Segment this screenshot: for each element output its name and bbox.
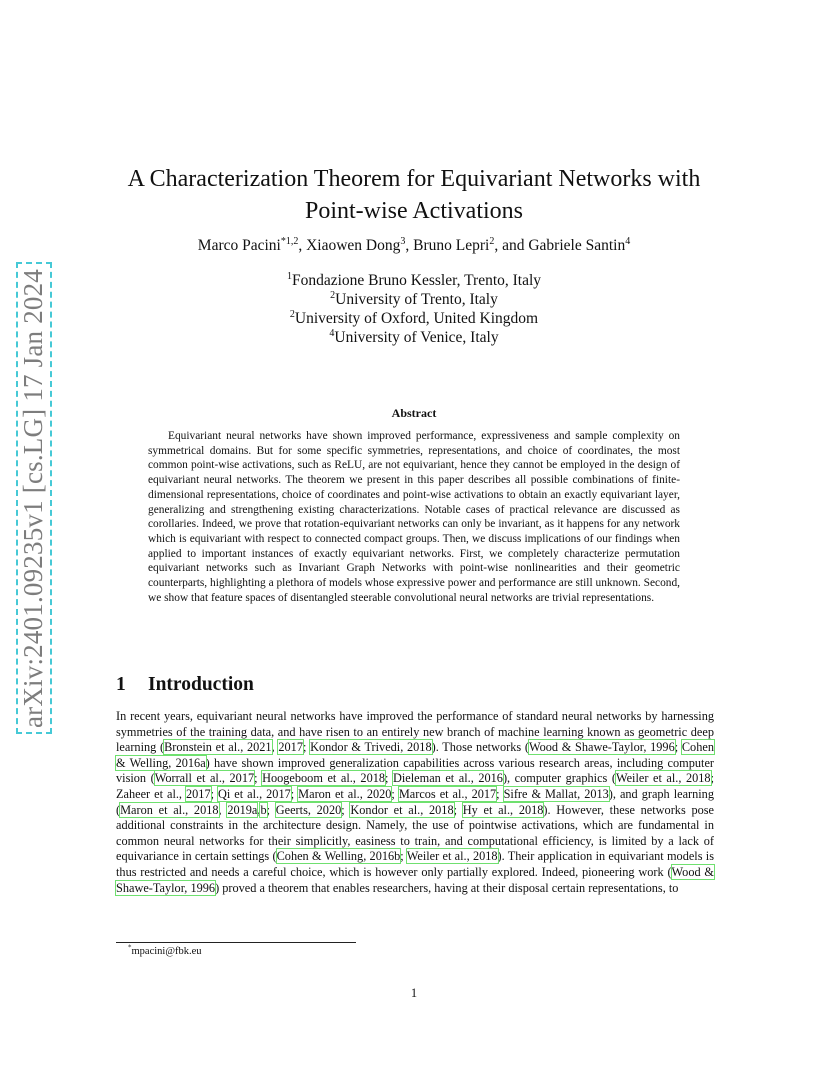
footnote <box>128 943 202 957</box>
body-text: ; <box>400 849 407 864</box>
affiliation-text: Fondazione Bruno Kessler, Trento, Italy <box>291 272 542 289</box>
body-text: ; <box>453 802 463 817</box>
citation-link[interactable]: 2017 <box>186 786 211 801</box>
body-text: ). However, these networks pose additional constraints in the architecture design. Namely, the use of pointwise activations, which are fundamental in common neural networks for their simplicitly, easiness to train, and computational efficiency, is limited by a lack of equivariance in certain settings ( <box>116 802 714 864</box>
citation-link[interactable]: Maron et al., 2018 <box>120 802 219 817</box>
affiliation-line <box>0 309 828 328</box>
body-text: ; Zaheer et al., <box>116 771 714 801</box>
author-affiliation-mark: 4 <box>625 235 631 247</box>
body-text: ; <box>210 786 218 801</box>
citation-link[interactable]: Geerts, 2020 <box>275 802 342 817</box>
body-text: ; <box>385 771 393 786</box>
body-text: ) proved a theorem that enables researchers, having at their disposal certain representations, to <box>215 880 679 895</box>
title-line-1: A Characterization Theorem for Equivariant Networks with <box>127 166 701 192</box>
affiliation-line <box>0 290 828 309</box>
affiliation-list <box>0 271 828 347</box>
citation-link[interactable]: Maron et al., 2020 <box>298 786 392 801</box>
body-text: ; <box>496 786 504 801</box>
citation-link[interactable]: Wood & Shawe-Taylor, 1996 <box>528 740 675 755</box>
citation-link[interactable]: Marcos et al., 2017 <box>398 786 497 801</box>
citation-link[interactable]: Weiler et al., 2018 <box>406 849 498 864</box>
affiliation-mark: 2 <box>289 308 295 320</box>
author-name: Xiaowen Dong <box>306 237 401 254</box>
affiliation-mark: 1 <box>286 270 292 282</box>
body-text: ; <box>341 802 351 817</box>
affiliation-text: University of Trento, Italy <box>335 291 498 308</box>
abstract-heading: Abstract <box>391 406 437 420</box>
citation-link[interactable]: Sifre & Mallat, 2013 <box>503 786 609 801</box>
section-number: 1 <box>116 674 126 695</box>
citation-link[interactable]: Wood & Shawe-Taylor, 1996 <box>116 864 714 895</box>
footnote-email: mpacini@fbk.eu <box>131 946 202 957</box>
footnote-divider <box>116 942 356 943</box>
citation-link[interactable]: Kondor & Trivedi, 2018 <box>310 740 432 755</box>
body-text: ; <box>290 786 299 801</box>
body-text: ; <box>266 802 276 817</box>
body-text: ) have shown improved generalization capabilities across various research areas, including computer vision ( <box>116 755 714 786</box>
section-heading <box>116 674 254 696</box>
citation-link[interactable]: Cohen & Welling, 2016b <box>276 849 401 864</box>
title-line-2: Point-wise Activations <box>305 198 523 224</box>
introduction-paragraph <box>116 709 714 896</box>
citation-link[interactable]: b <box>260 802 267 817</box>
citation-link[interactable]: Hoogeboom et al., 2018 <box>262 771 386 786</box>
citation-link[interactable]: Kondor et al., 2018 <box>350 802 454 817</box>
footnote-mark: * <box>128 943 132 952</box>
body-text: ), computer graphics ( <box>502 771 616 786</box>
affiliation-line <box>0 328 828 347</box>
body-text: ). Their application in equivariant models is thus restricted and needs a careful choice, which is however only partially explored. Indeed, pioneering work ( <box>116 849 714 879</box>
citation-link[interactable]: Weiler et al., 2018 <box>615 771 711 786</box>
citation-link[interactable]: Bronstein et al., 2021 <box>164 740 272 755</box>
citation-link[interactable]: Cohen & Welling, 2016a <box>116 740 714 770</box>
body-text: ; <box>391 786 399 801</box>
page-number: 1 <box>410 986 418 1000</box>
body-text: ; <box>254 771 263 786</box>
body-text: ; <box>674 740 682 755</box>
affiliation-mark: 2 <box>330 289 336 301</box>
body-text: , <box>271 740 279 755</box>
arxiv-identifier-text[interactable]: arXiv:2401.09235v1 [cs.LG] 17 Jan 2024 <box>18 268 49 728</box>
author-affiliation-mark: 3 <box>400 235 406 247</box>
body-text: , <box>218 802 228 817</box>
body-text: ). Those networks ( <box>431 740 529 755</box>
paper-title <box>0 163 828 227</box>
author-name: Gabriele Santin <box>528 237 626 254</box>
body-text: In recent years, equivariant neural networks have improved the performance of standard neural networks by harnessing symmetries of the training data, and have risen to an entirely new branch of machine learning known as geometric deep learning ( <box>116 709 714 755</box>
affiliation-mark: 4 <box>329 327 335 339</box>
author-affiliation-mark: 2 <box>489 235 495 247</box>
affiliation-text: University of Oxford, United Kingdom <box>294 310 539 327</box>
affiliation-text: University of Venice, Italy <box>334 329 499 346</box>
author-name: Marco Pacini <box>197 237 281 254</box>
author-affiliation-mark: *1,2 <box>280 235 299 247</box>
citation-link[interactable]: 2017 <box>278 740 303 755</box>
citation-link[interactable]: Hy et al., 2018 <box>462 802 544 817</box>
citation-link[interactable]: 2019a <box>227 802 258 817</box>
citation-link[interactable]: Dieleman et al., 2016 <box>393 771 503 786</box>
body-text: ), and graph learning ( <box>116 786 714 817</box>
citation-link[interactable]: Worrall et al., 2017 <box>154 771 255 786</box>
body-text: , <box>257 802 261 817</box>
affiliation-line <box>0 271 828 290</box>
author-name: Bruno Lepri <box>413 237 490 254</box>
citation-link[interactable]: Qi et al., 2017 <box>218 786 291 801</box>
author-list: Marco Pacini$^{*1,2}$, Xiaowen Dong$^3$, Bruno Lepri$^2$, and Gabriele Santin$^4$ <box>197 235 631 254</box>
abstract-text: Equivariant neural networks have shown improved performance, expressiveness and sample complexity on symmetrical domains. But for some specific symmetries, representations, and choice of coordinates, the most common point-wise activations, such as ReLU, are not equivariant, hence they cannot be employed in the design of equivariant neural networks. The theorem we present in this paper describes all possible combinations of finite-dimensional representations, choice of coordinates and point-wise activations to obtain an exactly equivariant layer, generalizing and strengthening existing characterizations. Notable cases of practical relevance are discussed as corollaries. Indeed, we prove that rotation-equivariant networks can only be invariant, as it happens for any network which is equivariant with respect to connected compact groups. Then, we discuss implications of our findings when applied to important instances of exactly equivariant networks. First, we completely characterize permutation equivariant networks such as Invariant Graph Networks with point-wise nonlinearities and their geometric counterparts, highlighting a plethora of models whose expressive power and performance are still unknown. Second, we show that feature spaces of disentangled steerable convolutional neural networks are trivial representations. <box>148 430 680 604</box>
section-title: Introduction <box>148 674 254 695</box>
body-text: ; <box>302 740 311 755</box>
